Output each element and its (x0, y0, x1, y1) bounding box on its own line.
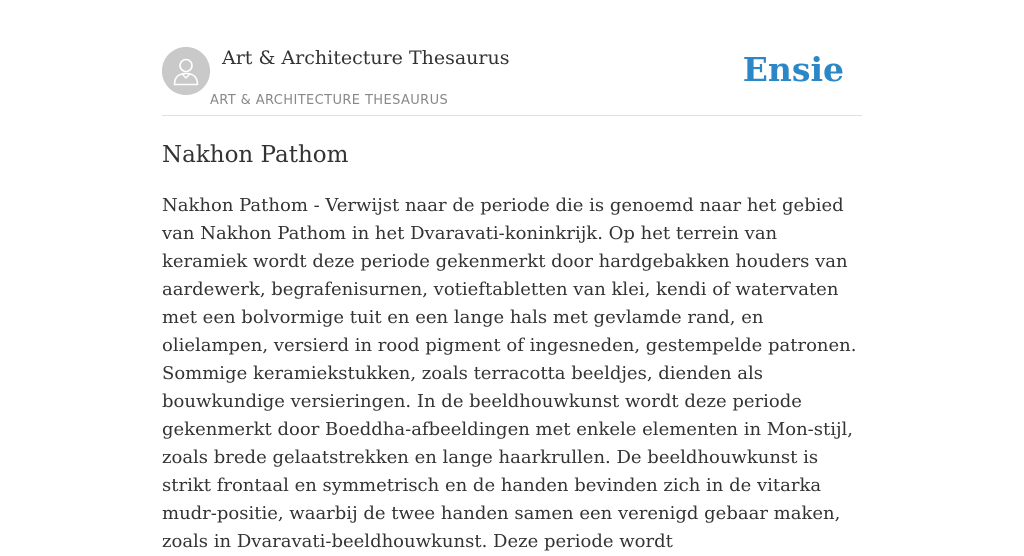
ensie-logo[interactable]: Ensie (742, 50, 844, 89)
definition-text: Nakhon Pathom - Verwijst naar de periode die is genoemd naar het gebied van Nakhon Pathom in het Dvaravati-koninkrijk. Op het terrein van keramiek wordt deze periode gekenmerkt door hardgebakken houders van aardewerk, begrafenisurnen, votieftabletten van klei, kendi of watervaten met een bolvormige tuit en een lange hals met gevlamde rand, en olielampen, versierd in rood pigment of ingesneden, gestempelde patronen. Sommige keramiekstukken, zoals terracotta beeldjes, dienden als bouwkundige versieringen. In de beeldhouwkunst wordt deze periode gekenmerkt door Boeddha-afbeeldingen met enkele elementen in Mon-stijl, zoals brede gelaatstrekken en lange haarkrullen. De beeldhouwkunst is strikt frontaal en symmetrisch en de handen bevinden zich in de vitarka mudr-positie, waarbij de twee handen samen een verenigd gebaar maken, zoals in Dvaravati-beeldhouwkunst. Deze periode wordt (162, 195, 857, 552)
source-subtitle[interactable]: ART & ARCHITECTURE THESAURUS (210, 93, 449, 108)
source-header (162, 44, 862, 116)
source-title[interactable]: Art & Architecture Thesaurus (222, 47, 510, 69)
user-avatar-icon[interactable] (162, 47, 210, 95)
person-outline-icon (162, 47, 210, 95)
term-title: Nakhon Pathom (162, 142, 349, 168)
